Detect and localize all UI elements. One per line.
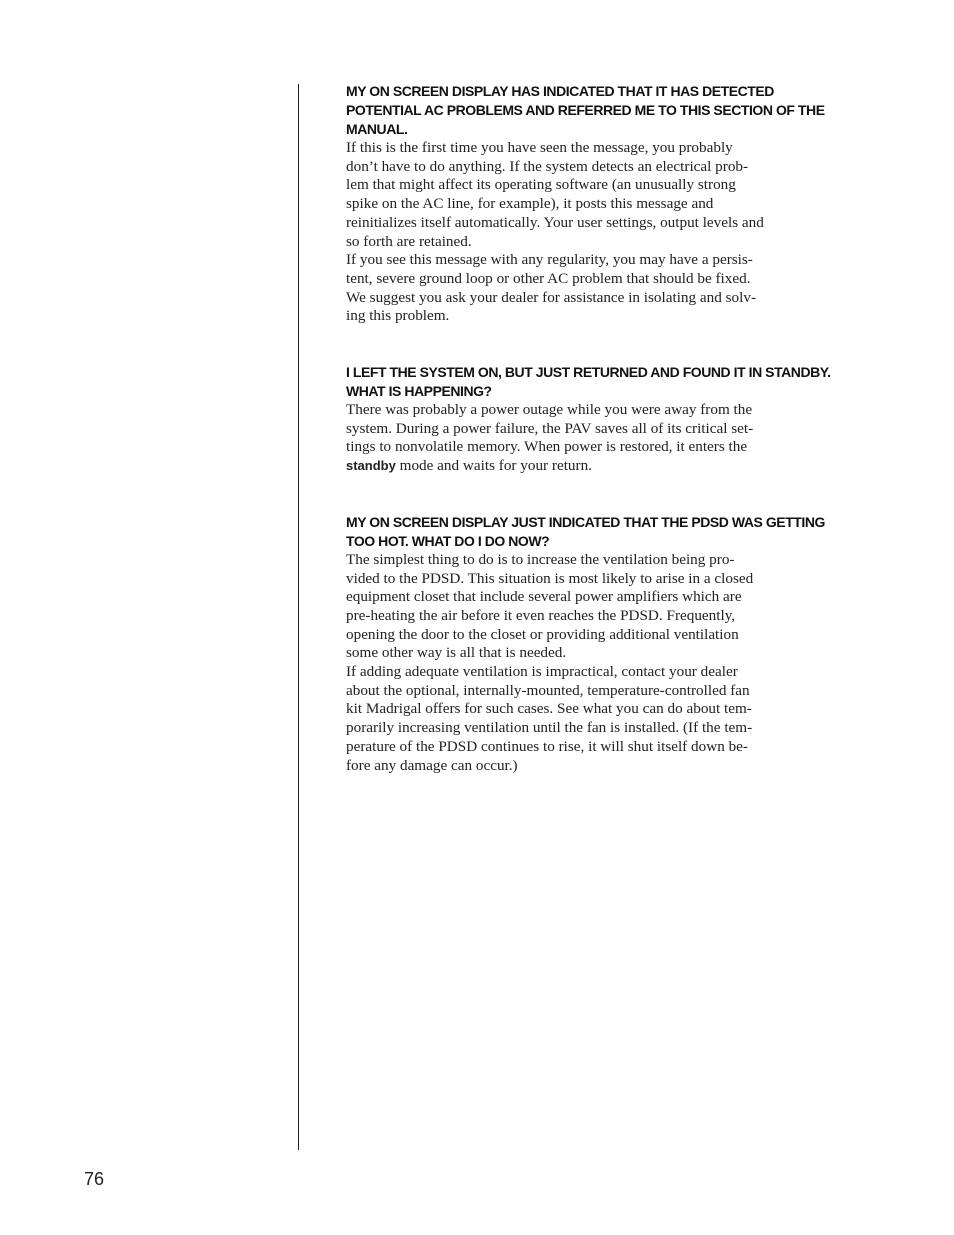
text-line: The simplest thing to do is to increase the ventilation being pro- (346, 550, 735, 568)
page-number: 76 (84, 1169, 105, 1189)
text-fragment: mode and waits for your return. (395, 457, 592, 475)
text-line: If adding adequate ventilation is impractical, contact your dealer (346, 663, 738, 681)
text-line: fore any damage can occur.) (346, 756, 518, 774)
text-line: don’t have to do anything. If the system detects an electrical prob- (346, 157, 749, 175)
faq-question: MY ON SCREEN DISPLAY HAS INDICATED THAT IT HAS DETECTED POTENTIAL AC PROBLEMS AND REFERRED ME TO THIS SECTION OF THE MANUAL. (346, 83, 825, 137)
text-line: We suggest you ask your dealer for assistance in isolating and solv- (346, 288, 757, 306)
text-line: equipment closet that include several power amplifiers which are (346, 588, 742, 606)
text-line: ing this problem. (346, 307, 450, 325)
text-line: kit Madrigal offers for such cases. See what you can do about tem- (346, 700, 752, 718)
text-line: about the optional, internally-mounted, temperature-controlled fan (346, 681, 750, 699)
main-content (346, 82, 846, 775)
faq-answer-paragraph (346, 401, 786, 476)
text-line: vided to the PDSD. This situation is most likely to arise in a closed (346, 569, 754, 587)
text-line (346, 457, 786, 476)
faq-answer-paragraph (346, 663, 786, 775)
faq-answer-paragraph (346, 251, 786, 326)
text-line: so forth are retained. (346, 232, 472, 250)
text-line: perature of the PDSD continues to rise, it will shut itself down be- (346, 737, 748, 755)
text-line: If this is the first time you have seen the message, you probably (346, 139, 733, 156)
faq-question: MY ON SCREEN DISPLAY JUST INDICATED THAT THE PDSD WAS GETTING TOO HOT. WHAT DO I DO NOW? (346, 513, 825, 549)
text-line: tings to nonvolatile memory. When power is restored, it enters the (346, 438, 748, 456)
text-line: spike on the AC line, for example), it posts this message and (346, 195, 714, 213)
text-line: pre-heating the air before it even reaches the PDSD. Frequently, (346, 606, 736, 624)
text-line: lem that might affect its operating software (an unusually strong (346, 176, 736, 194)
text-line: reinitializes itself automatically. Your user settings, output levels and (346, 213, 764, 231)
standby-mode-keyword: standby (346, 458, 396, 474)
text-line: opening the door to the closet or providing additional ventilation (346, 625, 739, 643)
faq-section-overheat (346, 513, 846, 775)
column-divider (298, 84, 299, 1150)
faq-section-ac-problems (346, 82, 846, 326)
text-line: system. During a power failure, the PAV saves all of its critical set- (346, 419, 754, 437)
faq-answer-paragraph (346, 139, 786, 251)
text-line: porarily increasing ventilation until the fan is installed. (If the tem- (346, 719, 753, 737)
text-line: If you see this message with any regularity, you may have a persis- (346, 251, 753, 269)
text-line: some other way is all that is needed. (346, 644, 567, 662)
text-line: There was probably a power outage while you were away from the (346, 401, 753, 419)
faq-answer-paragraph (346, 551, 786, 663)
faq-question: I LEFT THE SYSTEM ON, BUT JUST RETURNED AND FOUND IT IN STANDBY. WHAT IS HAPPENING? (346, 364, 831, 400)
text-line: tent, severe ground loop or other AC problem that should be fixed. (346, 269, 751, 287)
faq-section-standby (346, 363, 846, 476)
